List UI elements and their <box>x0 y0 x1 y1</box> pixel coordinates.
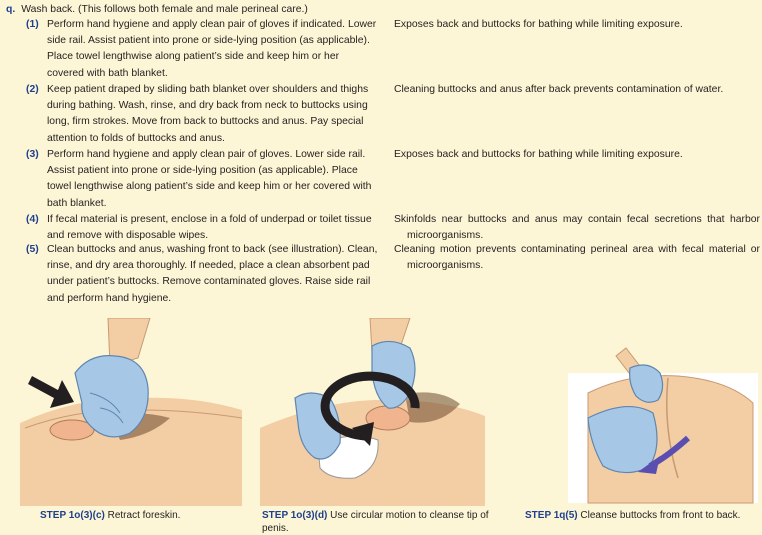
caption-3 <box>525 510 762 523</box>
caption-step: STEP 1q(5) <box>525 510 578 521</box>
step-number: (5) <box>26 244 39 255</box>
illustration-retract-foreskin <box>20 318 242 506</box>
caption-text: Retract foreskin. <box>107 510 181 521</box>
rationale-1: Exposes back and buttocks for bathing while limiting exposure. <box>394 19 683 30</box>
step-2 <box>26 82 378 147</box>
step-number: (2) <box>26 84 39 95</box>
step-text: If fecal material is present, enclose in a fold of underpad or toilet tissue and remove with disposable wipes. <box>47 214 372 242</box>
rationale-2: Cleaning buttocks and anus after back prevents contamination of water. <box>394 84 724 95</box>
rationale-5-text: Cleaning motion prevents contaminating perineal area with fecal material or microorganisms. <box>394 244 760 272</box>
step-text: Keep patient draped by sliding bath blanket over shoulders and thighs during bathing. Wash, rinse, and dry back from neck to buttocks using long, firm strokes. Move from back to buttocks and anus. Pay special attention to folds of buttocks and anus. <box>47 84 369 144</box>
section-label: q. <box>6 4 16 15</box>
step-number: (1) <box>26 19 39 30</box>
step-text: Perform hand hygiene and apply clean pair of gloves. Lower side rail. Assist patient into prone or side-lying position (as applicable). Place towel lengthwise along patient’s side and keep him or her covered with bath blanket. <box>47 149 372 209</box>
step-text: Perform hand hygiene and apply clean pair of gloves if indicated. Lower side rail. Assist patient into prone or side-lying position (as applicable). Place towel lengthwise along patient’s side and keep him or her covered with bath blanket. <box>47 19 377 79</box>
step-4 <box>26 212 378 244</box>
step-number: (4) <box>26 214 39 225</box>
rationale-5 <box>394 242 760 274</box>
step-5 <box>26 242 378 307</box>
illustration-circular-motion <box>260 318 485 506</box>
caption-step: STEP 1o(3)(d) <box>262 510 328 521</box>
step-1 <box>26 17 378 82</box>
rationale-4-text: Skinfolds near buttocks and anus may contain fecal secretions that harbor microorganisms. <box>394 214 760 242</box>
caption-step: STEP 1o(3)(c) <box>40 510 105 521</box>
step-text: Clean buttocks and anus, washing front to back (see illustration). Clean, rinse, and dry area thoroughly. If needed, place a clean absorbent pad under patient’s buttocks. Remove contaminated gloves. Raise side rail and perform hand hygiene. <box>47 244 378 304</box>
caption-text: Use circular motion to cleanse tip of penis. <box>262 510 489 534</box>
caption-2 <box>262 510 502 535</box>
rationale-4 <box>394 212 760 244</box>
arrow-icon <box>28 376 74 408</box>
step-number: (3) <box>26 149 39 160</box>
illustration-buttocks <box>568 318 758 506</box>
section-header <box>6 3 308 16</box>
caption-1 <box>40 510 240 523</box>
rationale-3: Exposes back and buttocks for bathing while limiting exposure. <box>394 149 683 160</box>
step-3 <box>26 147 378 212</box>
caption-text: Cleanse buttocks from front to back. <box>580 510 741 521</box>
section-title: Wash back. (This follows both female and male perineal care.) <box>21 4 308 15</box>
